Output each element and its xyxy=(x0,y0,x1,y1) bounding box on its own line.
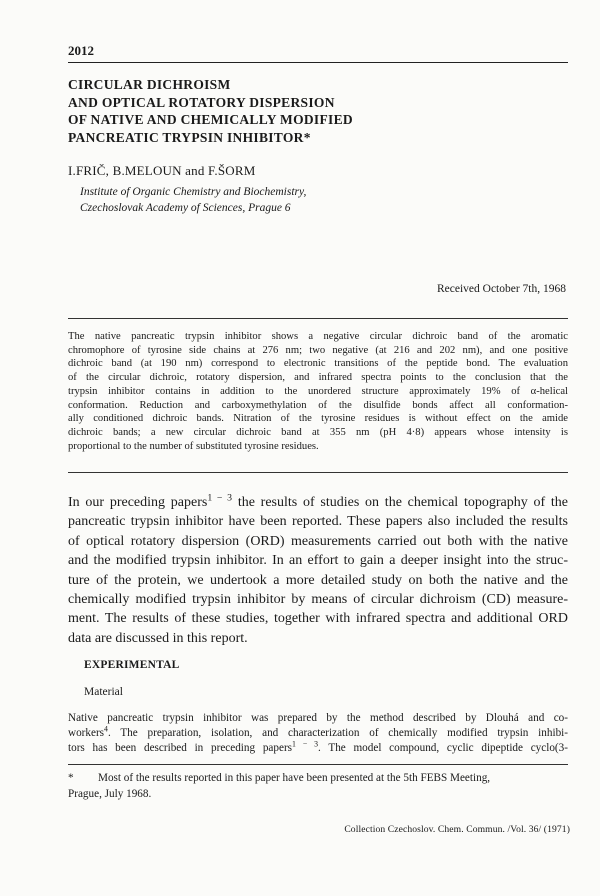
material-line: workers$^4$. The preparation, isolation, and characterization of chemically modified trypsin inhibi- xyxy=(68,724,568,740)
footnote-mark: * xyxy=(68,772,74,784)
abstract-line: dichroic band (at 190 nm) correspond to electronic transitions of the peptide bond. The evaluation xyxy=(68,358,568,370)
footnote-rule xyxy=(68,764,568,765)
abstract-line: dichroic bands; a new circular dichroic band at 355 nm (pH 4·8) appears whose intensity is xyxy=(68,426,568,438)
material-line: Native pancreatic trypsin inhibitor was prepared by the method described by Dlouhá and co- xyxy=(68,712,568,724)
abstract-line: conformation. Reduction and carboxymethylation of the disulfide bonds affect all conformation- xyxy=(68,399,568,411)
journal-citation: Collection Czechoslov. Chem. Commun. /Vol. 36/ (1971) xyxy=(344,824,570,835)
introduction-paragraph xyxy=(68,493,568,648)
intro-line: and the modified trypsin inhibitor. In an effort to gain a deeper insight into the struc- xyxy=(68,553,568,569)
title-line: PANCREATIC TRYPSIN INHIBITOR* xyxy=(68,129,311,145)
affiliation-line: Institute of Organic Chemistry and Biochemistry, xyxy=(80,186,307,198)
title-line: CIRCULAR DICHROISM xyxy=(68,77,231,92)
title-line: OF NATIVE AND CHEMICALLY MODIFIED xyxy=(68,112,353,127)
footnote xyxy=(68,771,568,802)
authors: I.FRIČ, B.MELOUN and F.ŠORM xyxy=(68,163,256,178)
intro-line: ment. The results of these studies, together with infrared spectra and additional ORD xyxy=(68,611,568,627)
section-heading: EXPERIMENTAL xyxy=(84,659,180,671)
intro-line: data are discussed in this report. xyxy=(68,630,248,646)
citation-superscript: 1 − 3 xyxy=(292,739,319,749)
abstract-line: proportional to the number of substituted tyrosine residues. xyxy=(68,440,319,452)
affiliation-line: Czechoslovak Academy of Sciences, Prague 6 xyxy=(80,202,291,214)
affiliation xyxy=(80,184,306,216)
abstract-line: of the circular dichroic, rotatory dispersion, and infrared spectra points to the conclusion that the xyxy=(68,372,568,384)
material-paragraph xyxy=(68,711,568,757)
footnote-text: Prague, July 1968. xyxy=(68,787,152,800)
header-rule xyxy=(68,62,568,63)
citation-superscript: 4 xyxy=(104,724,108,734)
received-date: Received October 7th, 1968 xyxy=(436,283,566,295)
abstract xyxy=(68,330,568,453)
intro-line: pancreatic trypsin inhibitor have been reported. These papers also included the results xyxy=(68,514,568,530)
article-title xyxy=(68,76,548,146)
abstract-line: ally conditioned dichroic bands. Nitration of the tyrosine residues is without effect on the amide xyxy=(68,413,568,425)
page-number: 2012 xyxy=(68,43,94,58)
abstract-line: chromophore of tyrosine side chains at 276 nm; two negative (at 216 and 202 nm), and one positive xyxy=(68,344,568,356)
abstract-line: The native pancreatic trypsin inhibitor shows a negative circular dichroic band of the aromatic xyxy=(68,331,568,342)
subsection-heading: Material xyxy=(84,686,123,698)
intro-line: of optical rotatory dispersion (ORD) measurements carried out both with the native xyxy=(68,533,568,549)
footnote-text: Most of the results reported in this paper have been presented at the 5th FEBS Meeting, xyxy=(98,772,491,784)
intro-line: ture of the protein, we undertook a more detailed study on both the native and the xyxy=(68,572,568,588)
title-line: AND OPTICAL ROTATORY DISPERSION xyxy=(68,94,335,110)
intro-line: In our preceding papers$^{1 - 3}$ the results of studies on the chemical topography of the xyxy=(68,492,568,510)
abstract-rule-top xyxy=(68,318,568,319)
abstract-rule-bottom xyxy=(68,472,568,473)
material-line: tors has been described in preceding papers$^{1 - 3}$. The model compound, cyclic dipeptide cyclo(3- xyxy=(68,739,568,755)
intro-line: chemically modified trypsin inhibitor by means of circular dichroism (CD) measure- xyxy=(68,592,568,608)
citation-superscript: 1 − 3 xyxy=(207,492,233,504)
abstract-line: trypsin inhibitor contains in addition to the unordered structure approximately 19% of α-helical xyxy=(68,385,568,397)
